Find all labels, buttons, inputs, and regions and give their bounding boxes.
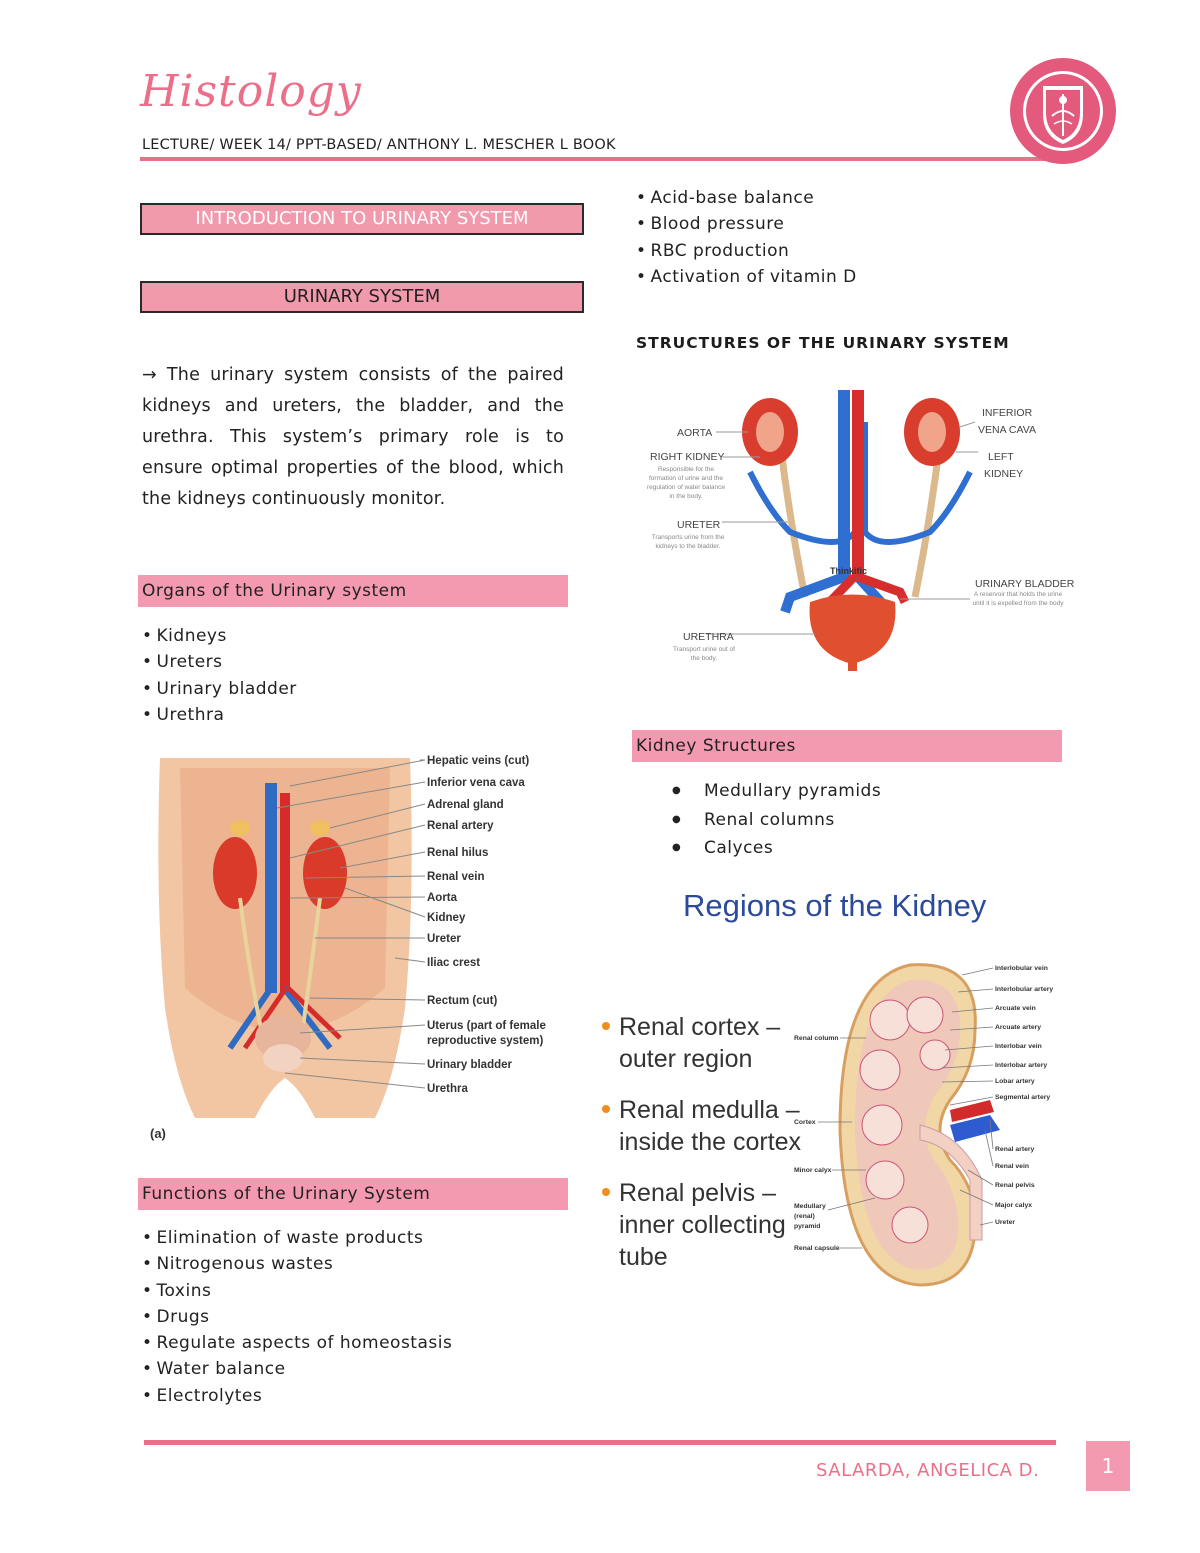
list-item: • Acid-base balance <box>636 185 857 211</box>
bullet-icon <box>602 1188 610 1196</box>
bullet-icon <box>602 1105 610 1113</box>
diagram-desc: Responsible for the <box>657 466 715 473</box>
header-rule <box>140 157 1054 161</box>
kidney-label: (renal) <box>794 1213 815 1220</box>
list-item: • Drugs <box>142 1304 452 1330</box>
kidney-label: Minor calyx <box>794 1167 832 1174</box>
lecture-subtitle: LECTURE/ WEEK 14/ PPT-BASED/ ANTHONY L. MESCHER L BOOK <box>142 137 616 153</box>
kidney-label: Interlobar vein <box>995 1043 1042 1050</box>
kidney-label: Lobar artery <box>995 1078 1035 1085</box>
urinary-structures-diagram <box>640 382 1080 674</box>
region-text: Renal cortex – <box>619 1013 781 1041</box>
figure-label: Uterus (part of female <box>427 1020 546 1032</box>
list-item: • Kidneys <box>142 623 297 649</box>
diagram-desc: A reservoir that holds the urine <box>973 591 1063 598</box>
figure-tag: (a) <box>150 1126 166 1141</box>
figure-label: Urinary bladder <box>427 1059 512 1071</box>
urinary-system-box: URINARY SYSTEM <box>140 281 584 313</box>
region-text: inside the cortex <box>619 1128 802 1156</box>
list-item: ● Calyces <box>632 834 881 863</box>
kidney-label: Renal pelvis <box>995 1182 1035 1189</box>
figure-label: Rectum (cut) <box>427 995 498 1007</box>
diagram-desc: in the body. <box>669 493 703 500</box>
regions-title: Regions of the Kidney <box>683 888 987 923</box>
list-item: • Nitrogenous wastes <box>142 1251 452 1277</box>
figure-label: reproductive system) <box>427 1035 544 1047</box>
document-title: Histology <box>140 66 362 117</box>
list-item: • Regulate aspects of homeostasis <box>142 1330 452 1356</box>
diagram-label-left-kidney: LEFT <box>988 451 1014 463</box>
kidney-label: Interlobar artery <box>995 1062 1048 1069</box>
figure-label: Ureter <box>427 933 461 945</box>
kidney-structures-list <box>632 777 881 863</box>
kidney-label: Renal vein <box>995 1163 1029 1170</box>
kidney-label: Arcuate vein <box>995 1005 1036 1012</box>
region-text: Renal pelvis – <box>619 1179 777 1207</box>
diagram-label-ureter: URETER <box>677 519 721 531</box>
diagram-desc: Transports urine from the <box>651 534 725 541</box>
organs-list <box>142 623 297 728</box>
figure-label: Kidney <box>427 912 466 924</box>
diagram-label-bladder: URINARY BLADDER <box>975 578 1075 590</box>
list-item: • Urethra <box>142 702 297 728</box>
list-item: • Activation of vitamin D <box>636 264 857 290</box>
diagram-desc: regulation of water balance <box>646 484 726 491</box>
diagram-desc: kidneys to the bladder. <box>655 543 721 550</box>
list-item: • Urinary bladder <box>142 676 297 702</box>
figure-label: Urethra <box>427 1083 468 1095</box>
list-item: ● Medullary pyramids <box>632 777 881 806</box>
diagram-label-aorta: AORTA <box>677 427 713 439</box>
region-text: inner collecting <box>619 1211 786 1239</box>
diagram-label-right-kidney: RIGHT KIDNEY <box>650 451 725 463</box>
diagram-desc: the body. <box>690 655 718 662</box>
kidney-label: Major calyx <box>995 1202 1033 1209</box>
figure-label: Renal vein <box>427 871 485 883</box>
diagram-watermark: Thinkific <box>830 566 868 576</box>
region-text: Renal medulla – <box>619 1096 800 1124</box>
urinary-anatomy-figure <box>140 748 570 1148</box>
author-name: SALARDA, ANGELICA D. <box>816 1460 1040 1481</box>
list-item: • Blood pressure <box>636 211 857 237</box>
page-number: 1 <box>1086 1441 1130 1491</box>
organs-heading: Organs of the Urinary system <box>138 575 568 607</box>
kidney-label: Arcuate artery <box>995 1024 1042 1031</box>
kidney-label: Interlobular vein <box>995 965 1048 972</box>
list-item: • Electrolytes <box>142 1383 452 1409</box>
kidney-label: Ureter <box>995 1219 1016 1226</box>
functions-continued-list <box>636 185 857 290</box>
region-text: outer region <box>619 1045 753 1073</box>
diagram-label-ivc: INFERIOR <box>982 407 1033 419</box>
bullet-icon <box>602 1022 610 1030</box>
figure-label: Renal hilus <box>427 847 489 859</box>
kidney-label: pyramid <box>794 1223 821 1230</box>
kidney-label: Medullary <box>794 1203 826 1210</box>
diagram-desc: formation of urine and the <box>648 475 724 482</box>
kidney-label: Renal artery <box>995 1146 1035 1153</box>
intro-paragraph: → The urinary system consists of the paired kidneys and ureters, the bladder, and the urethra. This system’s primary role is to ensure optimal properties of the blood, which the kidneys continuously monitor. <box>142 365 564 509</box>
university-seal-icon <box>1008 56 1118 166</box>
kidney-structures-heading: Kidney Structures <box>632 730 1062 762</box>
diagram-label-ivc: VENA CAVA <box>978 424 1036 436</box>
list-item: • RBC production <box>636 238 857 264</box>
figure-label: Inferior vena cava <box>427 777 525 789</box>
intro-section-box: INTRODUCTION TO URINARY SYSTEM <box>140 203 584 235</box>
list-item: • Elimination of waste products <box>142 1225 452 1251</box>
functions-heading: Functions of the Urinary System <box>138 1178 568 1210</box>
diagram-desc: Transport urine out of <box>673 646 735 653</box>
list-item: • Water balance <box>142 1356 452 1382</box>
figure-label: Renal artery <box>427 820 494 832</box>
figure-label: Aorta <box>427 892 458 904</box>
diagram-label-urethra: URETHRA <box>683 631 734 643</box>
functions-list <box>142 1225 452 1409</box>
kidney-label: Cortex <box>794 1119 816 1126</box>
kidney-label: Interlobular artery <box>995 986 1054 993</box>
kidney-regions-slide <box>590 880 1090 1290</box>
figure-label: Hepatic veins (cut) <box>427 755 530 767</box>
list-item: ● Renal columns <box>632 806 881 835</box>
list-item: • Toxins <box>142 1278 452 1304</box>
structures-title: STRUCTURES OF THE URINARY SYSTEM <box>636 334 1010 352</box>
list-item: • Ureters <box>142 649 297 675</box>
kidney-label: Segmental artery <box>995 1094 1051 1101</box>
figure-label: Iliac crest <box>427 957 481 969</box>
footer-rule <box>144 1440 1056 1445</box>
diagram-desc: until it is expelled from the body <box>972 600 1064 607</box>
kidney-label: Renal capsule <box>794 1245 840 1252</box>
figure-label: Adrenal gland <box>427 799 504 811</box>
kidney-label: Renal column <box>794 1035 839 1042</box>
diagram-label-left-kidney: KIDNEY <box>984 468 1024 480</box>
region-text: tube <box>619 1243 668 1271</box>
